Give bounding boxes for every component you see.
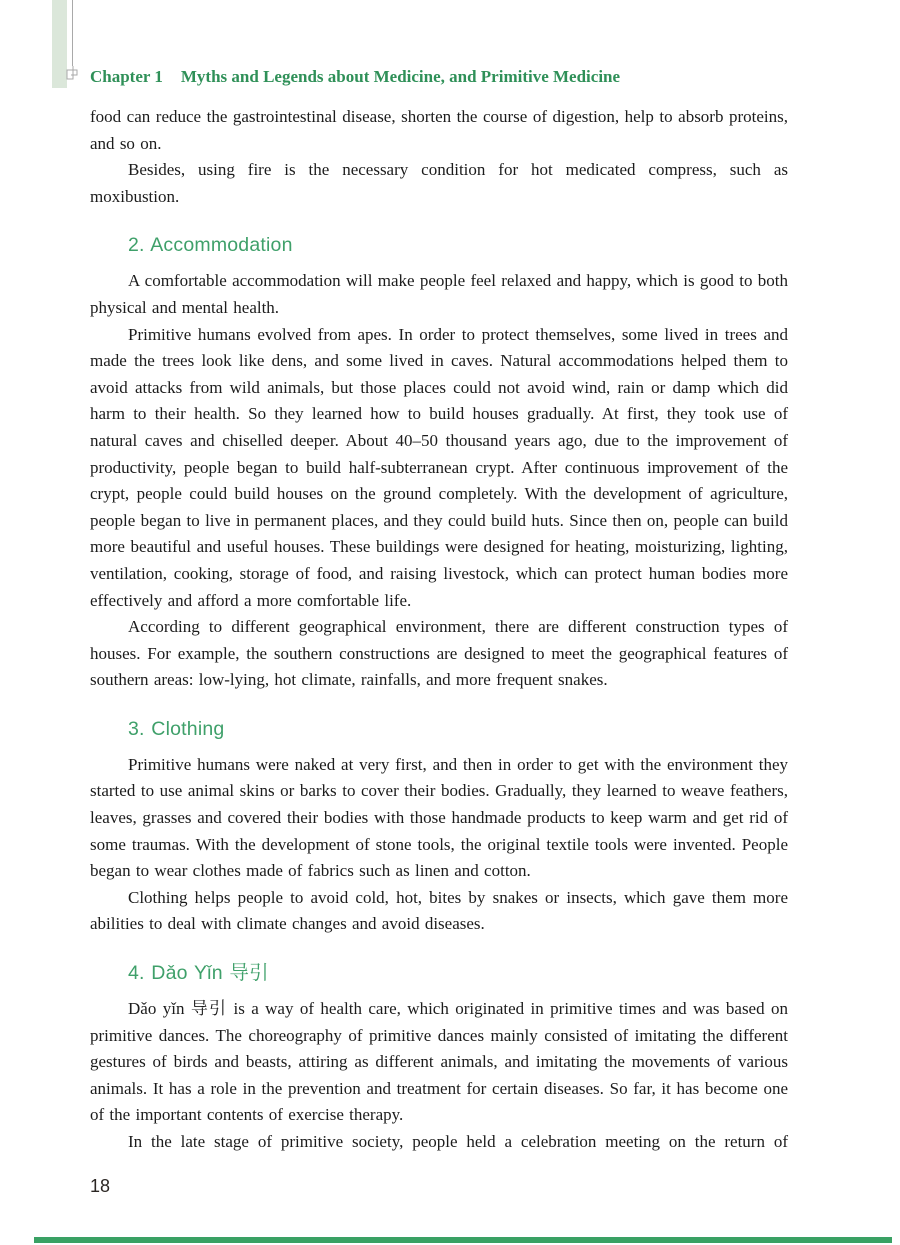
chapter-title: Myths and Legends about Medicine, and Primitive Medicine: [180, 67, 621, 86]
header-ornament-line: [72, 0, 73, 66]
paragraph: In the late stage of primitive society, people held a celebration meeting on the return of: [128, 1132, 788, 1151]
paragraph: Besides, using fire is the necessary condition for hot medicated compress, such as moxibustion.: [90, 160, 788, 206]
running-header: [90, 67, 830, 87]
section-heading-dao-yin: 4. Dǎo Yǐn 导引: [128, 962, 269, 985]
top-left-accent-bar: [52, 0, 67, 88]
paragraph: Primitive humans were naked at very first, and then in order to get with the environment they started to use animal skins or barks to cover their bodies. Gradually, they learned to weave feathers, leaves, grasses and covered their bodies with those handmade products to keep warm and get rid of some traumas. With the development of stone tools, the original textile tools were invented. People began to wear clothes made of fabrics such as linen and cotton.: [90, 754, 788, 881]
chapter-label: Chapter 1: [90, 67, 163, 86]
paragraph: food can reduce the gastrointestinal disease, shorten the course of digestion, help to absorb proteins, and so on.: [90, 107, 788, 153]
corner-spiral-icon: [66, 66, 80, 80]
section-heading-accommodation: 2. Accommodation: [128, 234, 293, 257]
paragraph: A comfortable accommodation will make people feel relaxed and happy, which is good to both physical and mental health.: [90, 271, 788, 317]
paragraph: Primitive humans evolved from apes. In order to protect themselves, some lived in trees and made the trees look like dens, and some lived in caves. Natural accommodations helped them to avoid attacks from wild animals, but those places could not avoid wind, rain or damp which did harm to their health. So they learned how to build houses gradually. At first, they took use of natural caves and chiselled deeper. About 40–50 thousand years ago, due to the improvement of productivity, people began to build half-subterranean crypt. After continuous improvement of the crypt, people could build houses on the ground completely. With the development of agriculture, people began to live in permanent places, and they could build huts. Since then on, people can build more beautiful and useful houses. These buildings were designed for heating, moisturizing, lighting, ventilation, cooking, storage of food, and raising livestock, which can protect human bodies more effectively and afford a more comfortable life.: [90, 324, 788, 610]
body-text: [90, 104, 788, 1156]
footer-green-rule: [34, 1237, 892, 1243]
paragraph: According to different geographical environment, there are different construction types of houses. For example, the southern constructions are designed to meet the geographical features of southern areas: low-lying, hot climate, rainfalls, and more frequent snakes.: [90, 617, 788, 690]
paragraph: Dǎo yǐn 导引 is a way of health care, which originated in primitive times and was based on primitive dances. The choreography of primitive dances mainly consisted of imitating the different gestures of birds and beasts, attiring as different animals, and imitating the movements of various animals. It has a role in the prevention and treatment for certain diseases. So far, it has become one of the important contents of exercise therapy.: [90, 999, 788, 1125]
paragraph: Clothing helps people to avoid cold, hot, bites by snakes or insects, which gave them more abilities to deal with climate changes and avoid diseases.: [90, 887, 788, 934]
section-heading-clothing: 3. Clothing: [128, 717, 225, 740]
page-number: 18: [90, 1176, 111, 1196]
